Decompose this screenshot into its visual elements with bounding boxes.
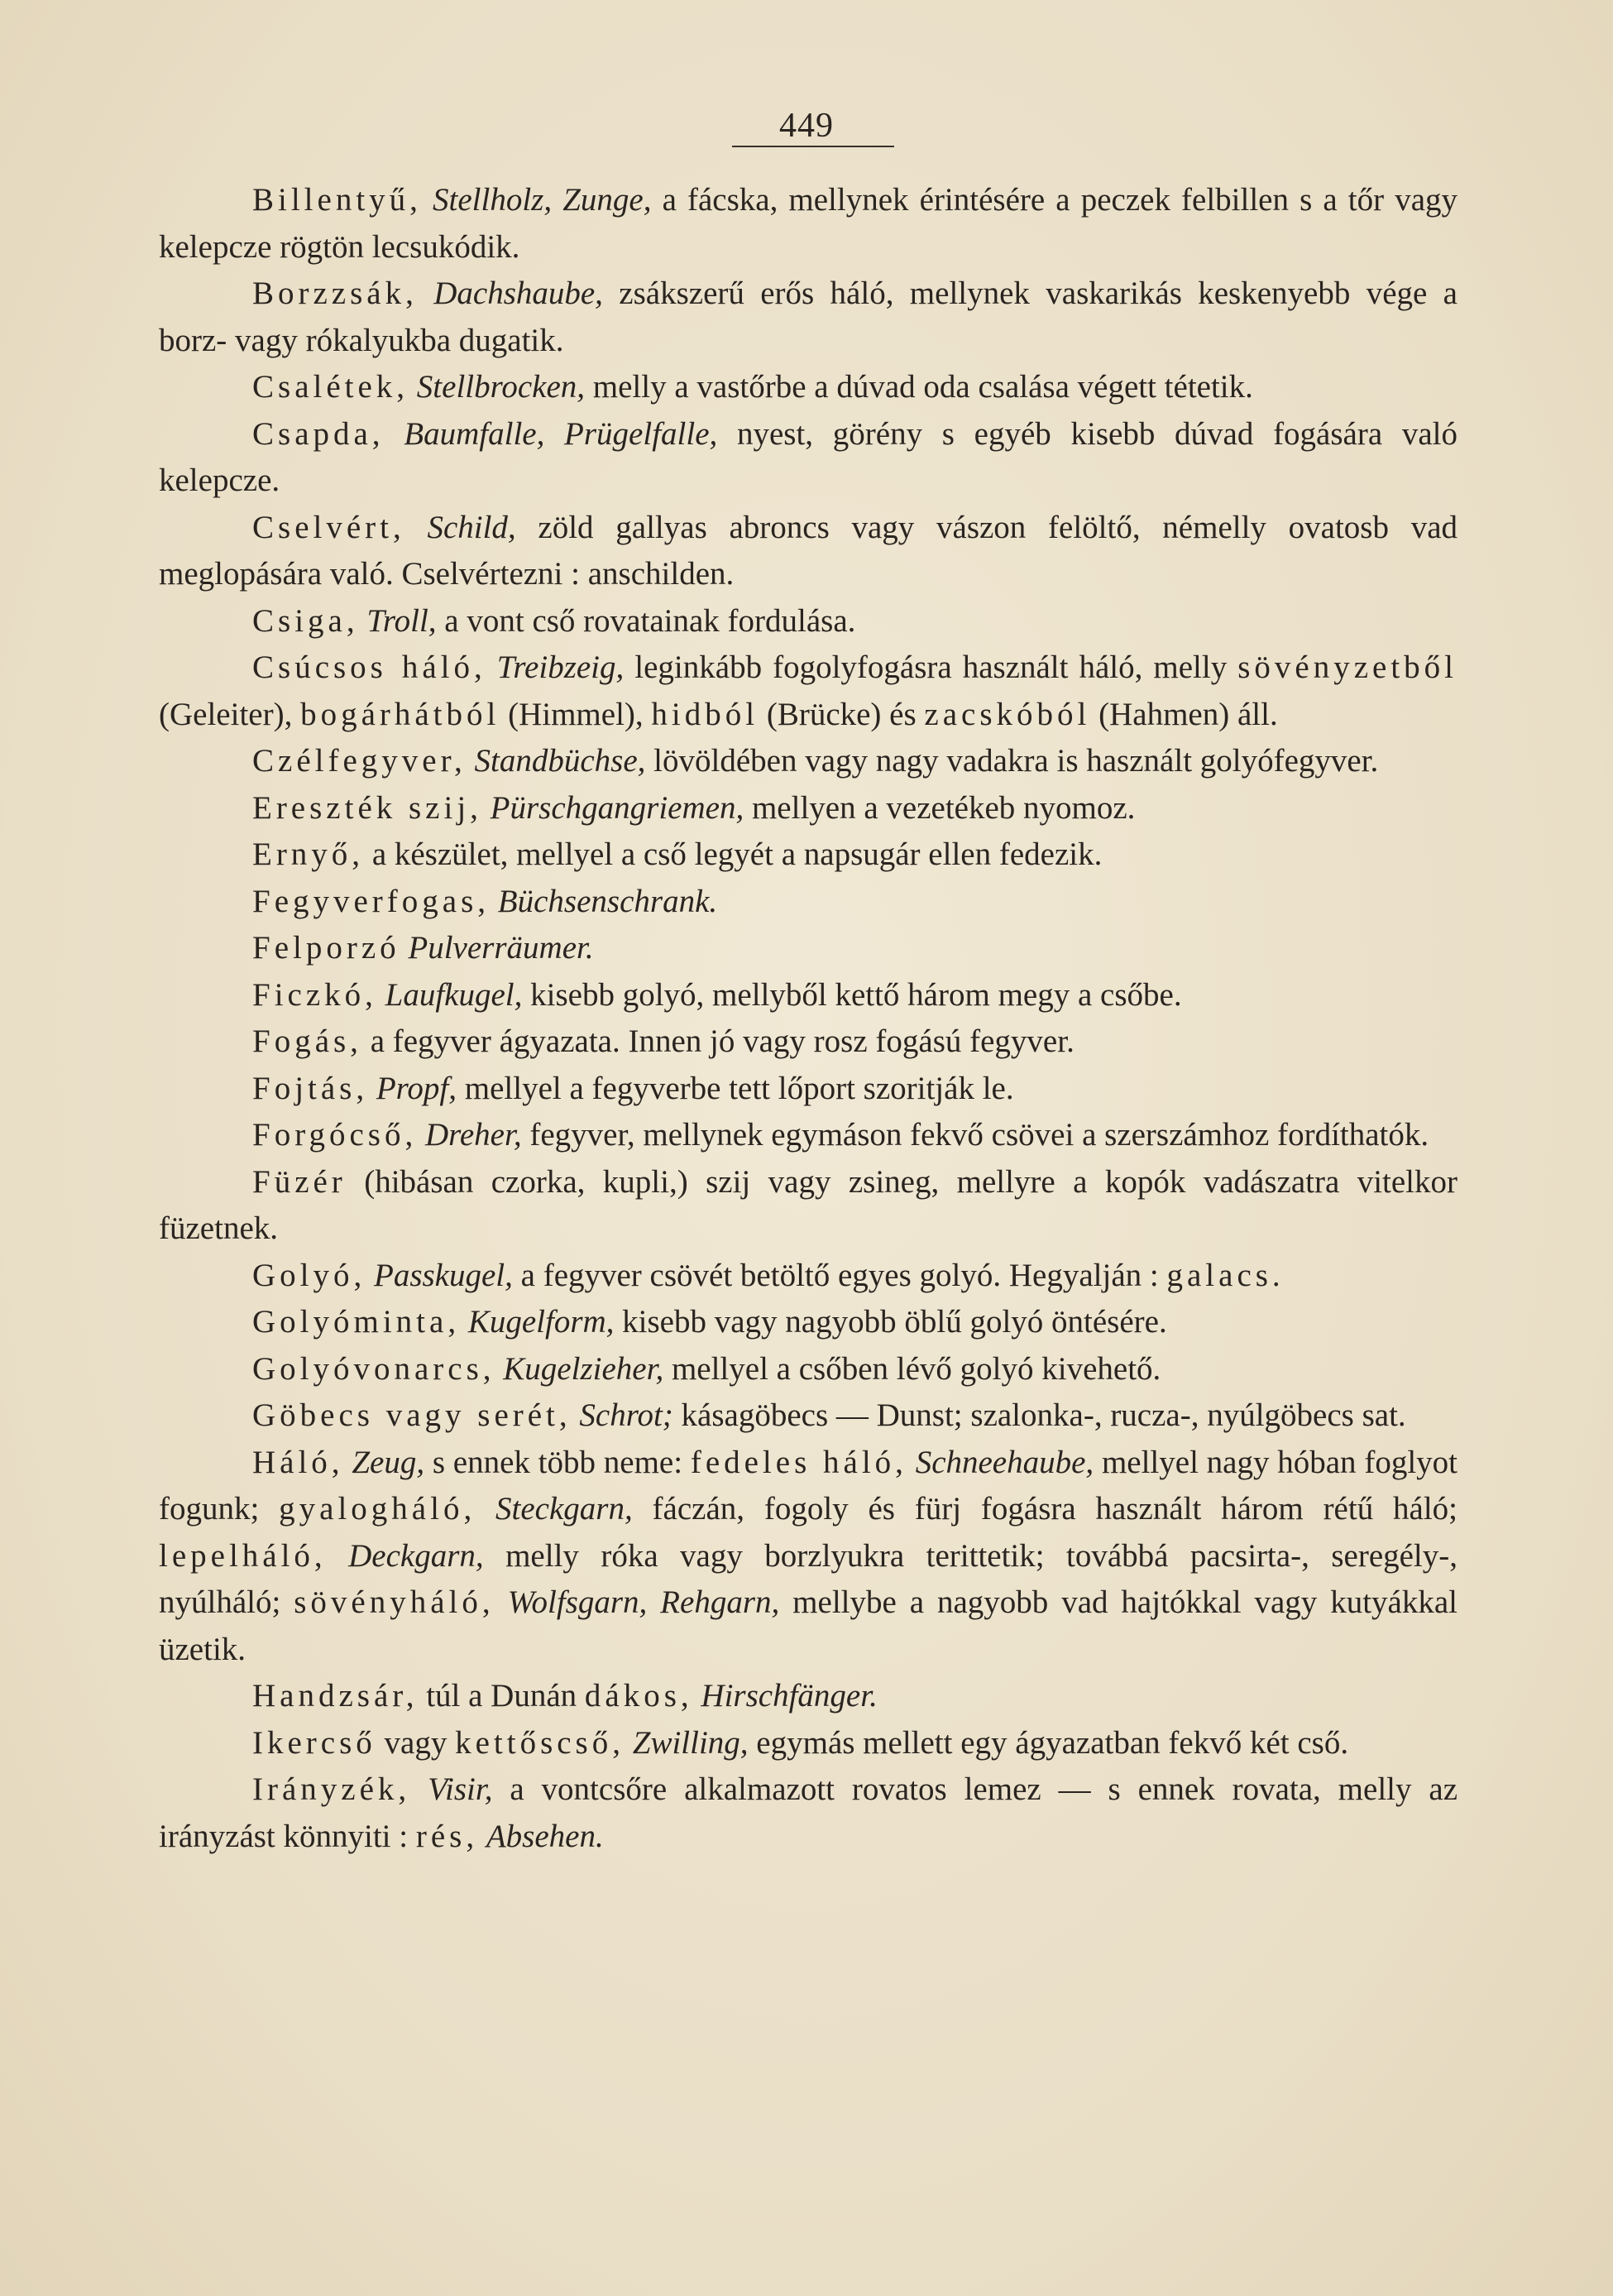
entry-text: a fegyver ágyazata. Innen jó vagy rosz fogású fegyver.: [361, 1023, 1075, 1059]
german-term: Kugelform,: [467, 1304, 615, 1340]
hungarian-term: Golyóminta,: [252, 1304, 461, 1340]
glossary-entries: [159, 177, 1457, 1860]
entry-text: túl a Dunán: [418, 1678, 585, 1714]
hungarian-term: Csúcsos háló,: [252, 649, 486, 685]
hungarian-term: Handzsár,: [252, 1678, 419, 1714]
hungarian-term: Czélfegyver,: [252, 743, 467, 779]
glossary-entry: [159, 1440, 1457, 1674]
glossary-entry: [159, 1299, 1457, 1346]
entry-text: [907, 1445, 916, 1480]
hungarian-term: Fegyverfogas,: [252, 883, 491, 919]
entry-text: fáczán, fogoly és fürj fogásra használt három rétű háló;: [632, 1491, 1458, 1527]
entry-text: mellyel nagy hóban foglyot fogunk;: [159, 1444, 1457, 1527]
german-term: Troll,: [366, 602, 437, 639]
hungarian-term: Füzér: [252, 1163, 347, 1200]
glossary-entry: [159, 271, 1457, 364]
entry-text: [327, 1538, 348, 1574]
hungarian-term: sövényháló,: [294, 1584, 495, 1620]
entry-text: [625, 1725, 633, 1761]
hungarian-term: kettőscső,: [455, 1724, 625, 1761]
entry-text: s ennek több neme:: [424, 1444, 691, 1480]
glossary-entry: [159, 364, 1457, 411]
german-term: Treibzeig,: [496, 649, 625, 685]
german-term: Baumfalle, Prügelfalle,: [404, 415, 718, 452]
entry-text: [410, 1771, 428, 1807]
entry-text: [460, 1304, 468, 1340]
german-term: Stellholz, Zunge,: [433, 182, 652, 218]
hungarian-term: Forgócső,: [252, 1117, 418, 1153]
hungarian-term: Irányzék,: [252, 1771, 411, 1807]
glossary-entry: [159, 832, 1457, 879]
glossary-entry: [159, 1159, 1457, 1253]
entry-text: fegyver, mellynek egymáson fekvő csövei a szerszámhoz fordíthatók.: [521, 1117, 1429, 1153]
hungarian-term: Cselvért,: [252, 509, 405, 545]
hungarian-term: dákos,: [584, 1678, 693, 1714]
hungarian-term: Ernyő,: [252, 836, 365, 872]
entry-text: [405, 510, 428, 545]
hungarian-term: rés,: [415, 1818, 479, 1854]
entry-text: [359, 603, 367, 639]
german-term: Schneehaube,: [915, 1444, 1094, 1480]
glossary-entry: [159, 645, 1457, 738]
glossary-entry: [159, 1112, 1457, 1159]
entry-text: nyest, görény s egyéb kisebb dúvad fogására való kelepcze.: [159, 415, 1458, 498]
german-term: Standbüchse,: [474, 743, 646, 779]
glossary-entry: [159, 411, 1457, 505]
entry-text: a fegyver csövét betöltő egyes golyó. Hegyalján :: [512, 1257, 1167, 1293]
german-term: Visir,: [428, 1771, 493, 1807]
glossary-entry: [159, 1392, 1457, 1440]
german-term: Propf,: [376, 1070, 457, 1106]
glossary-entry: [159, 785, 1457, 832]
german-term: Pulverräumer.: [408, 930, 594, 966]
hungarian-term: Ereszték szij,: [252, 789, 482, 826]
entry-text: a készület, mellyel a cső legyét a napsugár ellen fedezik.: [364, 836, 1103, 872]
german-term: Schrot;: [579, 1397, 673, 1433]
hungarian-term: zacskóból: [924, 696, 1091, 732]
entry-text: [422, 182, 433, 218]
entry-text: [377, 977, 385, 1013]
hungarian-term: hidból: [651, 696, 759, 732]
glossary-entry: [159, 1253, 1457, 1300]
german-term: Zeug,: [352, 1444, 425, 1480]
hungarian-term: Csalétek,: [252, 369, 409, 405]
entry-text: kásagöbecs — Dunst; szalonka-, rucza-, nyúlgöbecs sat.: [672, 1397, 1406, 1433]
hungarian-term: Csapda,: [252, 415, 385, 452]
entry-text: [409, 369, 417, 405]
entry-text: (Hahmen) áll.: [1090, 696, 1278, 732]
glossary-entry: [159, 598, 1457, 645]
hungarian-term: sövényzetből: [1237, 649, 1457, 685]
page-number-rule: [732, 146, 894, 147]
german-term: Schild,: [427, 509, 516, 545]
entry-text: [490, 884, 498, 919]
glossary-entry: [159, 1346, 1457, 1393]
entry-text: mellyel a csőben lévő golyó kivehető.: [663, 1350, 1161, 1387]
glossary-entry: [159, 1720, 1457, 1767]
hungarian-term: gyalogháló,: [279, 1491, 476, 1527]
hungarian-term: lepelháló,: [159, 1537, 327, 1574]
hungarian-term: Borzzsák,: [252, 276, 418, 311]
entry-text: [495, 1351, 504, 1387]
entry-text: a vontcsőre alkalmazott rovatos lemez — s ennek rovata, melly az irányzást könnyiti :: [159, 1771, 1458, 1854]
entry-text: [486, 649, 497, 685]
entry-text: a fácska, mellynek érintésére a peczek felbillen s a tőr vagy kelepcze rögtön lecsukódik.: [159, 182, 1458, 265]
glossary-entry: [159, 972, 1457, 1019]
hungarian-term: fedeles háló,: [690, 1444, 907, 1480]
glossary-entry: [159, 1766, 1457, 1860]
entry-text: [572, 1397, 580, 1433]
entry-text: kisebb golyó, mellyből kettő három megy a csőbe.: [522, 976, 1182, 1013]
entry-text: [476, 1491, 495, 1527]
glossary-entry: [159, 879, 1457, 926]
german-term: Hirschfänger.: [701, 1678, 878, 1714]
german-term: Stellbrocken,: [416, 369, 586, 405]
hungarian-term: Ikercső: [252, 1724, 376, 1761]
entry-text: [400, 930, 409, 966]
entry-text: [368, 1071, 376, 1106]
entry-text: vagy: [376, 1724, 456, 1761]
hungarian-term: galacs.: [1166, 1257, 1285, 1293]
entry-text: melly a vastőrbe a dúvad oda csalása végett tétetik.: [585, 369, 1253, 405]
glossary-entry: [159, 1673, 1457, 1720]
entry-text: [478, 1819, 486, 1854]
entry-text: (Brücke) és: [759, 696, 925, 732]
hungarian-term: Fojtás,: [252, 1070, 369, 1106]
entry-text: [366, 1258, 374, 1293]
glossary-entry: [159, 1066, 1457, 1113]
german-term: Passkugel,: [374, 1257, 513, 1293]
german-term: Absehen.: [486, 1818, 604, 1854]
entry-text: mellyel a fegyverbe tett lőport szoritják le.: [457, 1070, 1014, 1106]
hungarian-term: Felporzó: [252, 930, 400, 966]
entry-text: [482, 790, 491, 826]
entry-text: zsákszerű erős háló, mellynek vaskarikás keskenyebb vége a borz- vagy rókalyukba dugatik.: [159, 276, 1457, 358]
hungarian-term: Göbecs vagy serét,: [252, 1397, 572, 1433]
german-term: Steckgarn,: [495, 1491, 633, 1527]
entry-text: lövöldében vagy nagy vadakra is használt golyófegyver.: [645, 743, 1379, 779]
entry-text: leginkább fogolyfogásra használt háló, melly: [624, 649, 1238, 685]
german-term: Deckgarn,: [348, 1537, 484, 1574]
entry-text: zöld gallyas abroncs vagy vászon felöltő, némelly ovatosb vad meglopására való. Cselvértezni : anschilden.: [159, 509, 1458, 592]
entry-text: [417, 1117, 425, 1153]
glossary-entry: [159, 925, 1457, 972]
german-term: Dreher,: [424, 1117, 522, 1153]
german-term: Laufkugel,: [385, 976, 523, 1013]
entry-text: egymás mellett egy ágyazatban fekvő két cső.: [748, 1724, 1349, 1761]
glossary-entry: [159, 505, 1457, 598]
entry-text: a vont cső rovatainak fordulása.: [436, 602, 856, 639]
entry-text: [495, 1584, 508, 1620]
german-term: Zwilling,: [632, 1724, 749, 1761]
entry-text: [344, 1445, 352, 1480]
hungarian-term: Billentyű,: [252, 182, 422, 218]
german-term: Pürschgangriemen,: [490, 789, 744, 826]
hungarian-term: Ficzkó,: [252, 976, 377, 1013]
entry-text: mellybe a nagyobb vad hajtókkal vagy kutyákkal üzetik.: [159, 1584, 1457, 1667]
hungarian-term: bogárhátból: [300, 696, 500, 732]
hungarian-term: Golyóvonarcs,: [252, 1350, 495, 1387]
entry-text: (Geleiter),: [159, 696, 301, 732]
german-term: Wolfsgarn, Rehgarn,: [507, 1584, 780, 1620]
german-term: Dachshaube,: [433, 276, 603, 311]
entry-text: mellyen a vezetékeb nyomoz.: [744, 789, 1136, 826]
glossary-entry: [159, 177, 1457, 271]
glossary-entry: [159, 1019, 1457, 1066]
hungarian-term: Csiga,: [252, 602, 359, 639]
hungarian-term: Golyó,: [252, 1257, 366, 1293]
page-number: 449: [779, 107, 834, 145]
entry-text: [467, 743, 475, 779]
hungarian-term: Háló,: [252, 1444, 344, 1480]
entry-text: [418, 276, 433, 311]
entry-text: [693, 1678, 701, 1714]
german-term: Kugelzieher,: [503, 1350, 664, 1387]
entry-text: (hibásan czorka, kupli,) szij vagy zsineg, mellyre a kopók vadászatra vitelkor füzetnek.: [159, 1163, 1457, 1246]
entry-text: [385, 416, 404, 452]
glossary-entry: [159, 738, 1457, 785]
entry-text: kisebb vagy nagyobb öblű golyó öntésére.: [614, 1304, 1167, 1340]
entry-text: (Himmel),: [500, 696, 652, 732]
german-term: Büchsenschrank.: [497, 883, 718, 919]
hungarian-term: Fogás,: [252, 1023, 362, 1059]
entry-text: melly róka vagy borzlyukra terittetik; továbbá pacsirta-, seregély-, nyúlháló;: [159, 1537, 1458, 1620]
